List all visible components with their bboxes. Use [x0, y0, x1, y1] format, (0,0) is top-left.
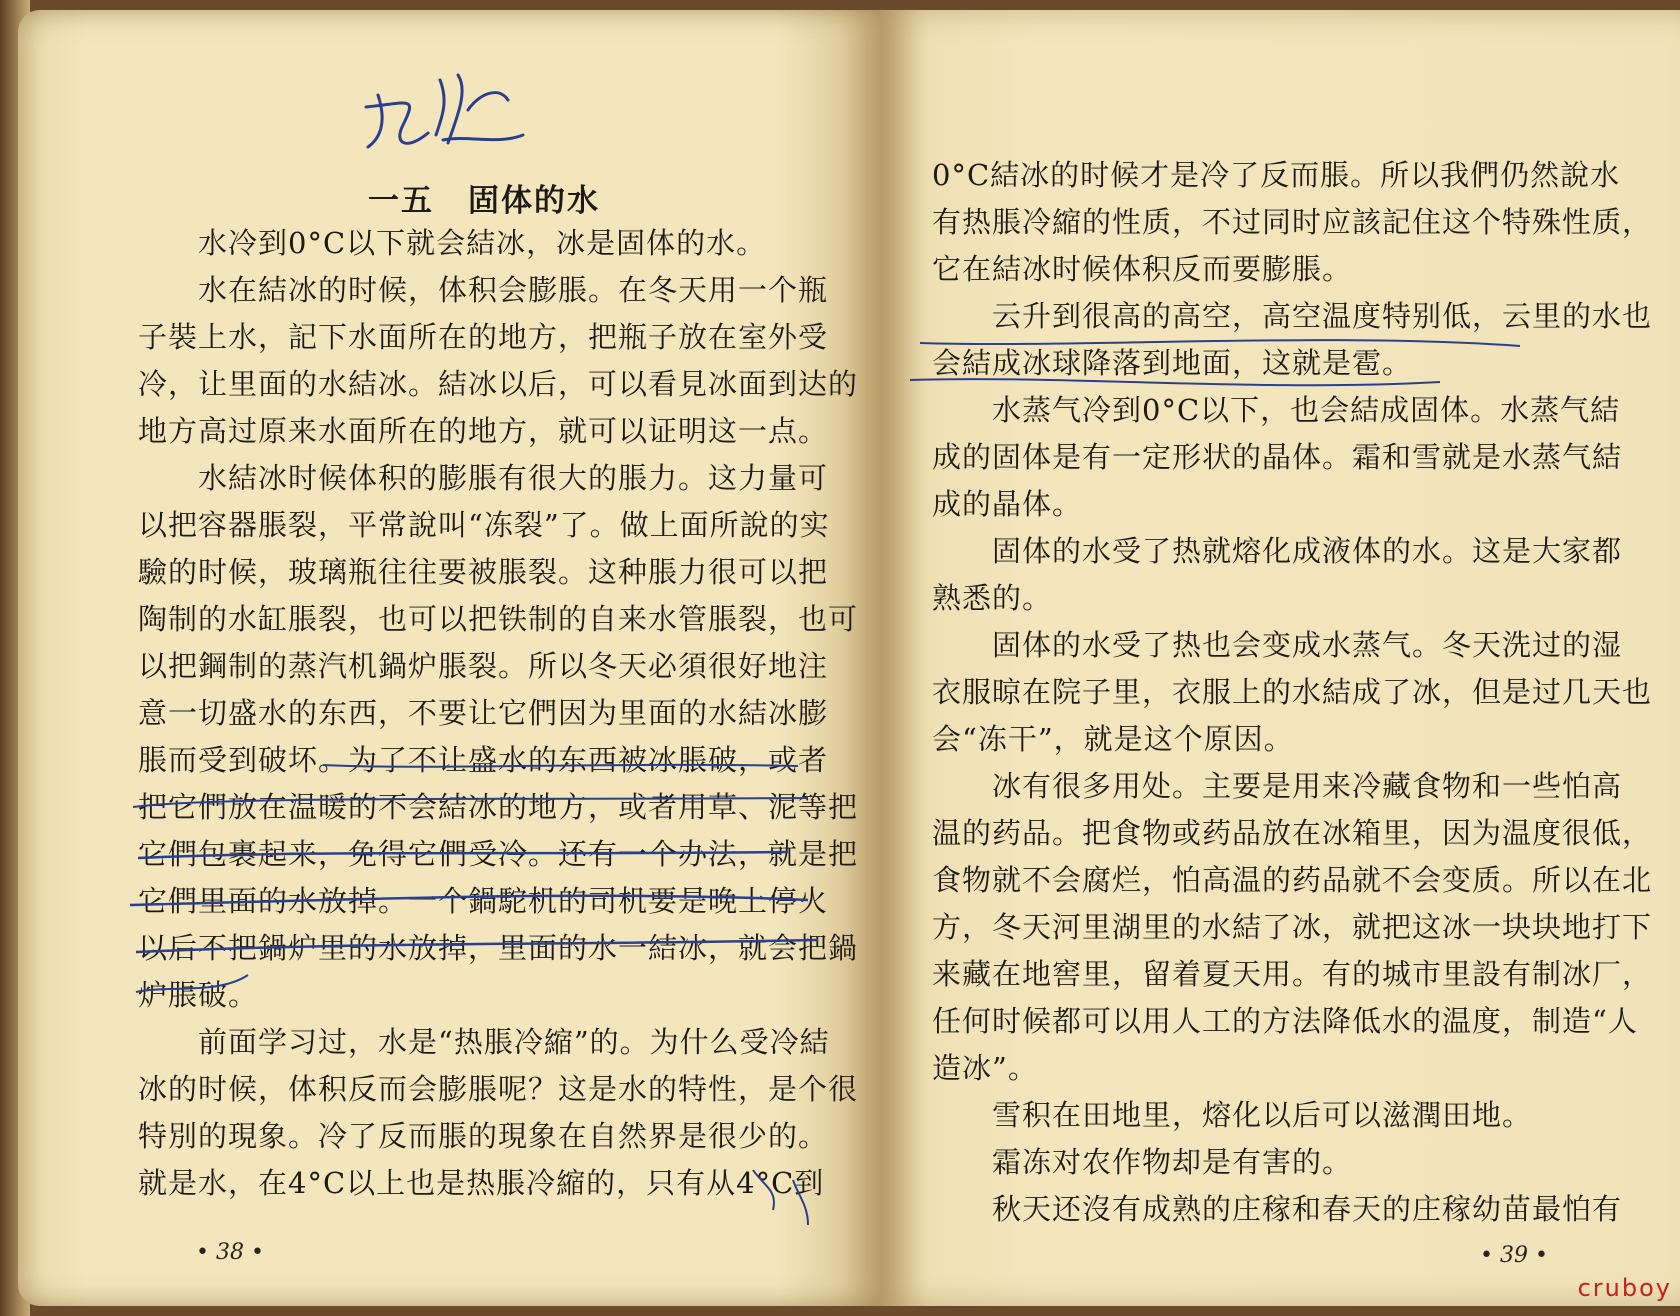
text-line: 熟悉的。 [932, 581, 1053, 615]
text-line: 水結冰时候体积的膨脹有很大的脹力。这力量可 [198, 461, 829, 495]
text-line: 它在結冰时候体积反而要膨脹。 [932, 252, 1353, 286]
text-line: 以把容器脹裂，平常說叫“冻裂”了。做上面所說的实 [138, 508, 830, 542]
page-number-right: • 39 • [1480, 1243, 1548, 1268]
text-line: 冰的时候，体积反而会膨脹呢？这是水的特性，是个很 [138, 1072, 859, 1106]
handwritten-scribble [348, 55, 548, 165]
right-body-text [932, 152, 1653, 1233]
text-line: 来藏在地窖里，留着夏天用。有的城市里設有制冰厂， [932, 957, 1653, 991]
text-line: 霜冻对农作物却是有害的。 [992, 1145, 1353, 1179]
text-line: 水蒸气冷到0°C以下，也会結成固体。水蒸气結 [992, 393, 1621, 427]
text-line: 把它們放在温暖的不会結冰的地方，或者用草、泥等把 [138, 790, 859, 824]
page-number-left-value: 38 [215, 1240, 244, 1265]
text-line: 驗的时候，玻璃瓶往往要被脹裂。这种脹力很可以把 [138, 555, 829, 589]
text-line: 子裝上水，記下水面所在的地方，把瓶子放在室外受 [138, 320, 829, 354]
text-line: 有热脹冷縮的性质，不过同时应該記住这个特殊性质， [932, 205, 1653, 239]
page-number-left: • 38 • [196, 1240, 264, 1265]
text-line: 它們里面的水放掉。一个鍋駝机的司机要是晚上停火 [138, 884, 829, 918]
text-line: 特別的現象。冷了反而脹的現象在自然界是很少的。 [138, 1119, 829, 1153]
page-number-right-value: 39 [1499, 1243, 1528, 1268]
chapter-heading: 固体的水 [468, 183, 600, 219]
text-line: 造冰”。 [932, 1051, 1038, 1085]
text-line: 冷，让里面的水結冰。結冰以后，可以看見冰面到达的 [138, 367, 859, 401]
text-line: 地方高过原来水面所在的地方，就可以证明这一点。 [138, 414, 829, 448]
text-line: 就是水，在4°C以上也是热脹冷縮的，只有从4°C到 [138, 1166, 825, 1200]
text-line: 云升到很高的高空，高空温度特别低，云里的水也 [992, 299, 1653, 333]
text-line: 0°C結冰的时候才是冷了反而脹。所以我們仍然說水 [932, 158, 1621, 192]
text-line: 任何时候都可以用人工的方法降低水的温度，制造“人 [932, 1004, 1638, 1038]
text-line: 它們包裹起来，免得它們受冷。还有一个办法，就是把 [138, 837, 859, 871]
text-line: 会“冻干”，就是这个原因。 [932, 722, 1294, 756]
text-line: 食物就不会腐烂，怕高温的药品就不会变质。所以在北 [932, 863, 1653, 897]
text-line: 意一切盛水的东西，不要让它們因为里面的水結冰膨 [138, 696, 829, 730]
text-line: 固体的水受了热也会变成水蒸气。冬天洗过的湿 [992, 628, 1623, 662]
text-line: 陶制的水缸脹裂，也可以把铁制的自来水管脹裂，也可 [138, 602, 859, 636]
text-line: 成的固体是有一定形状的晶体。霜和雪就是水蒸气結 [932, 440, 1623, 474]
text-line: 水在結冰的时候，体积会膨脹。在冬天用一个瓶 [198, 273, 829, 307]
text-line: 以把鋼制的蒸汽机鍋炉脹裂。所以冬天必須很好地注 [138, 649, 829, 683]
chapter-number: 一五 [368, 183, 434, 219]
text-line: 秋天还沒有成熟的庄稼和春天的庄稼幼苗最怕有 [992, 1192, 1623, 1226]
text-line: 炉脹破。 [138, 978, 259, 1012]
text-line: 以后不把鍋炉里的水放掉，里面的水一結冰，就会把鍋 [138, 931, 859, 965]
text-line: 成的晶体。 [932, 487, 1083, 521]
chapter-title [368, 175, 600, 220]
text-line: 水冷到0°C以下就会結冰，冰是固体的水。 [198, 226, 767, 260]
text-line: 温的药品。把食物或药品放在冰箱里，因为温度很低， [932, 816, 1653, 850]
text-line: 前面学习过，水是“热脹冷縮”的。为什么受冷結 [198, 1025, 830, 1059]
text-line: 脹而受到破坏。为了不让盛水的东西被冰脹破，或者 [138, 743, 829, 777]
left-body-text [138, 220, 859, 1207]
text-line: 会結成冰球降落到地面，这就是雹。 [932, 346, 1413, 380]
left-page [18, 10, 880, 1306]
text-line: 固体的水受了热就熔化成液体的水。这是大家都 [992, 534, 1623, 568]
text-line: 冰有很多用处。主要是用来冷藏食物和一些怕高 [992, 769, 1623, 803]
text-line: 衣服晾在院子里，衣服上的水結成了冰，但是过几天也 [932, 675, 1653, 709]
text-line: 雪积在田地里，熔化以后可以滋潤田地。 [992, 1098, 1533, 1132]
watermark: cruboy [1577, 1274, 1672, 1302]
text-line: 方，冬天河里湖里的水結了冰，就把这冰一块块地打下 [932, 910, 1653, 944]
right-page [880, 10, 1680, 1306]
